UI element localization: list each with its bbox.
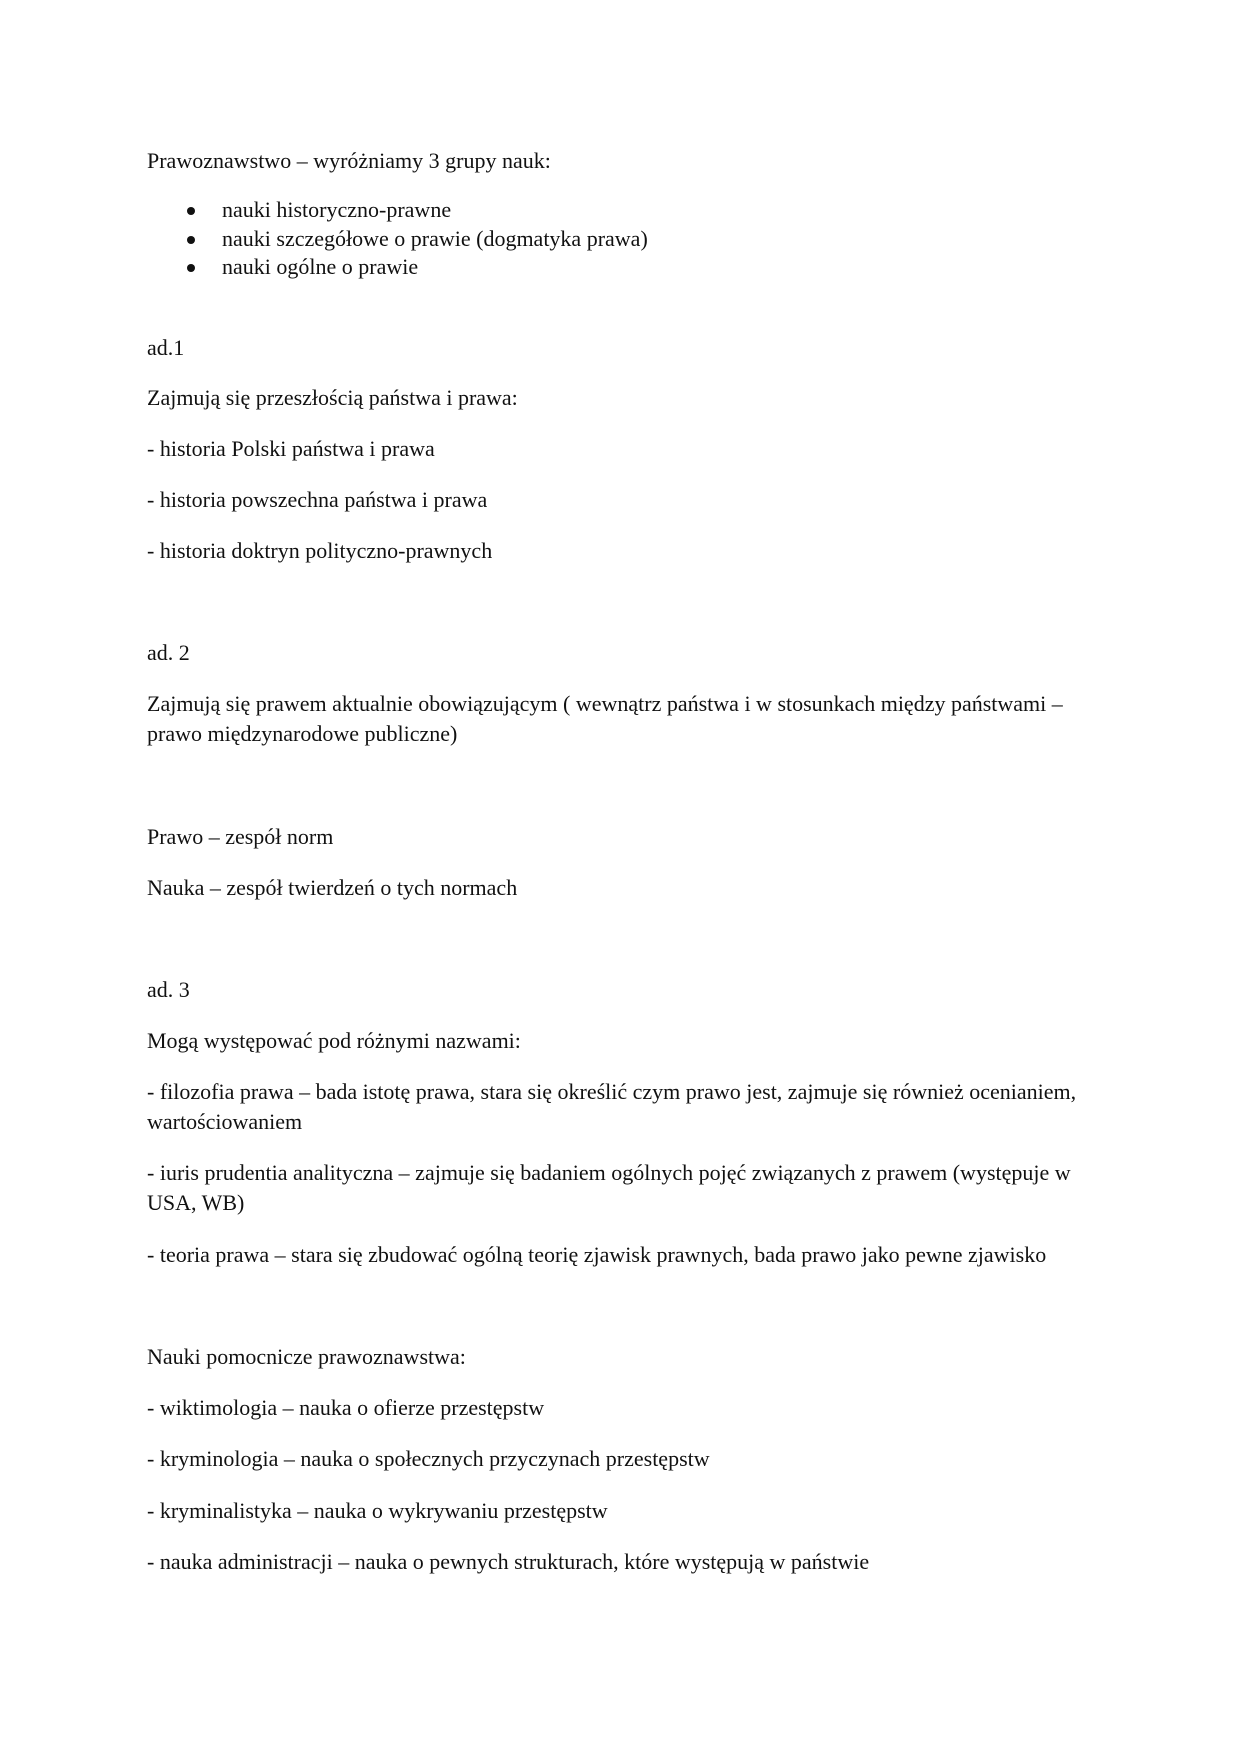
ad1-item: - historia doktryn polityczno-prawnych xyxy=(147,538,493,563)
ad3-item: - teoria prawa – stara się zbudować ogólną teorię zjawisk prawnych, bada prawo jako pewne zjawisko xyxy=(147,1242,1047,1267)
auxiliary-item: - kryminologia – nauka o społecznych przyczynach przestępstw xyxy=(147,1446,710,1471)
ad1-item: - historia powszechna państwa i prawa xyxy=(147,487,488,512)
ad1-lead: Zajmują się przeszłością państwa i prawa: xyxy=(147,385,518,410)
bullet-icon xyxy=(187,264,195,272)
definition-law: Prawo – zespół norm xyxy=(147,824,334,849)
ad2-heading: ad. 2 xyxy=(147,640,190,665)
ad2-text: Zajmują się prawem aktualnie obowiązującym ( wewnątrz państwa i w stosunkach między państwami – prawo międzynarodowe publiczne) xyxy=(147,691,1063,746)
list-item: nauki historyczno-prawne xyxy=(147,196,648,225)
bullet-icon xyxy=(187,207,195,215)
list-item: nauki ogólne o prawie xyxy=(147,253,648,282)
auxiliary-item: - kryminalistyka – nauka o wykrywaniu przestępstw xyxy=(147,1498,608,1523)
list-item: nauki szczegółowe o prawie (dogmatyka prawa) xyxy=(147,225,648,254)
ad1-item: - historia Polski państwa i prawa xyxy=(147,436,435,461)
intro-line: Prawoznawstwo – wyróżniamy 3 grupy nauk: xyxy=(147,148,551,173)
ad1-heading: ad.1 xyxy=(147,335,185,360)
ad3-heading: ad. 3 xyxy=(147,977,190,1002)
auxiliary-item: - nauka administracji – nauka o pewnych strukturach, które występują w państwie xyxy=(147,1549,870,1574)
ad3-item: - filozofia prawa – bada istotę prawa, stara się określić czym prawo jest, zajmuje się również ocenianiem, wartościowaniem xyxy=(147,1079,1077,1134)
ad3-lead: Mogą występować pod różnymi nazwami: xyxy=(147,1028,521,1053)
auxiliary-heading: Nauki pomocnicze prawoznawstwa: xyxy=(147,1344,466,1369)
definition-science: Nauka – zespół twierdzeń o tych normach xyxy=(147,875,518,900)
bullet-icon xyxy=(187,236,195,244)
ad3-item: - iuris prudentia analityczna – zajmuje się badaniem ogólnych pojęć związanych z prawem (występuje w USA, WB) xyxy=(147,1160,1071,1215)
auxiliary-item: - wiktimologia – nauka o ofierze przestępstw xyxy=(147,1395,545,1420)
science-groups-list xyxy=(147,196,648,282)
